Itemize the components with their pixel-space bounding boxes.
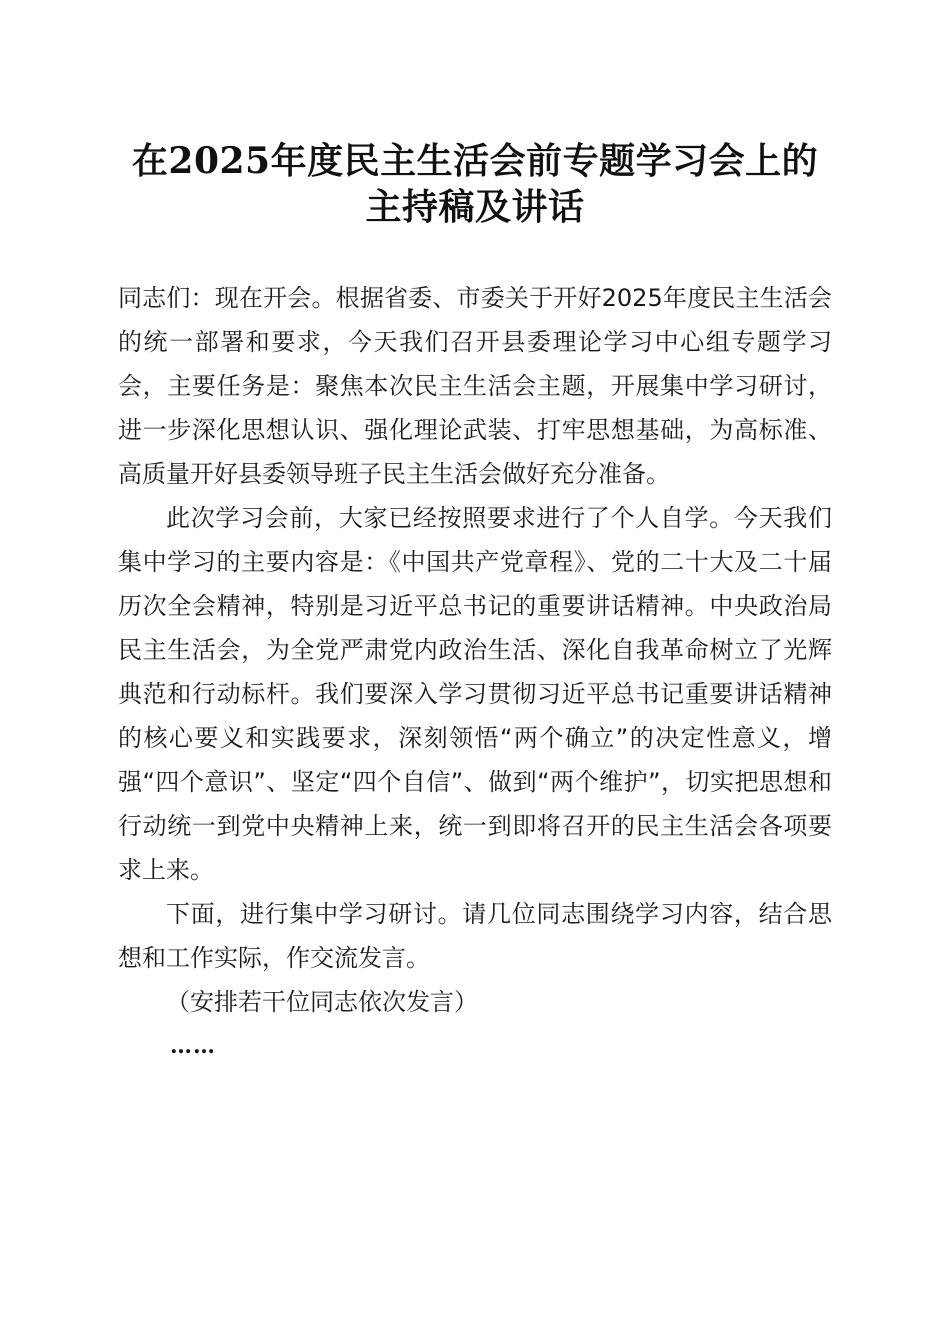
document-body: [118, 276, 832, 1068]
ellipsis-marker: ……: [170, 1033, 216, 1059]
paragraph-study-content: 此次学习会前，大家已经按照要求进行了个人自学。今天我们集中学习的主要内容是：《中国共产党章程》、党的二十大及二十届历次全会精神，特别是习近平总书记的重要讲话精神。中央政治局民主生活会，为全党严肃党内政治生活、深化自我革命树立了光辉典范和行动标杆。我们要深入学习贯彻习近平总书记重要讲话精神的核心要义和实践要求，深刻领悟“两个确立”的决定性意义，增强“四个意识”、坚定“四个自信”、做到“两个维护”，切实把思想和行动统一到党中央精神上来，统一到即将召开的民主生活会各项要求上来。: [118, 504, 832, 884]
document-title: 在2025年度民主生活会前专题学习会上的主持稿及讲话: [131, 140, 819, 228]
paragraph-opening: 同志们：现在开会。根据省委、市委关于开好2025年度民主生活会的统一部署和要求，今天我们召开县委理论学习中心组专题学习会，主要任务是：聚焦本次民主生活会主题，开展集中学习研讨，进一步深化思想认识、强化理论武装、打牢思想基础，为高标准、高质量开好县委领导班子民主生活会做好充分准备。: [118, 284, 832, 488]
stage-note: （安排若干位同志依次发言）: [166, 988, 478, 1016]
paragraph-discussion: 下面，进行集中学习研讨。请几位同志围绕学习内容，结合思想和工作实际，作交流发言。: [118, 900, 832, 972]
